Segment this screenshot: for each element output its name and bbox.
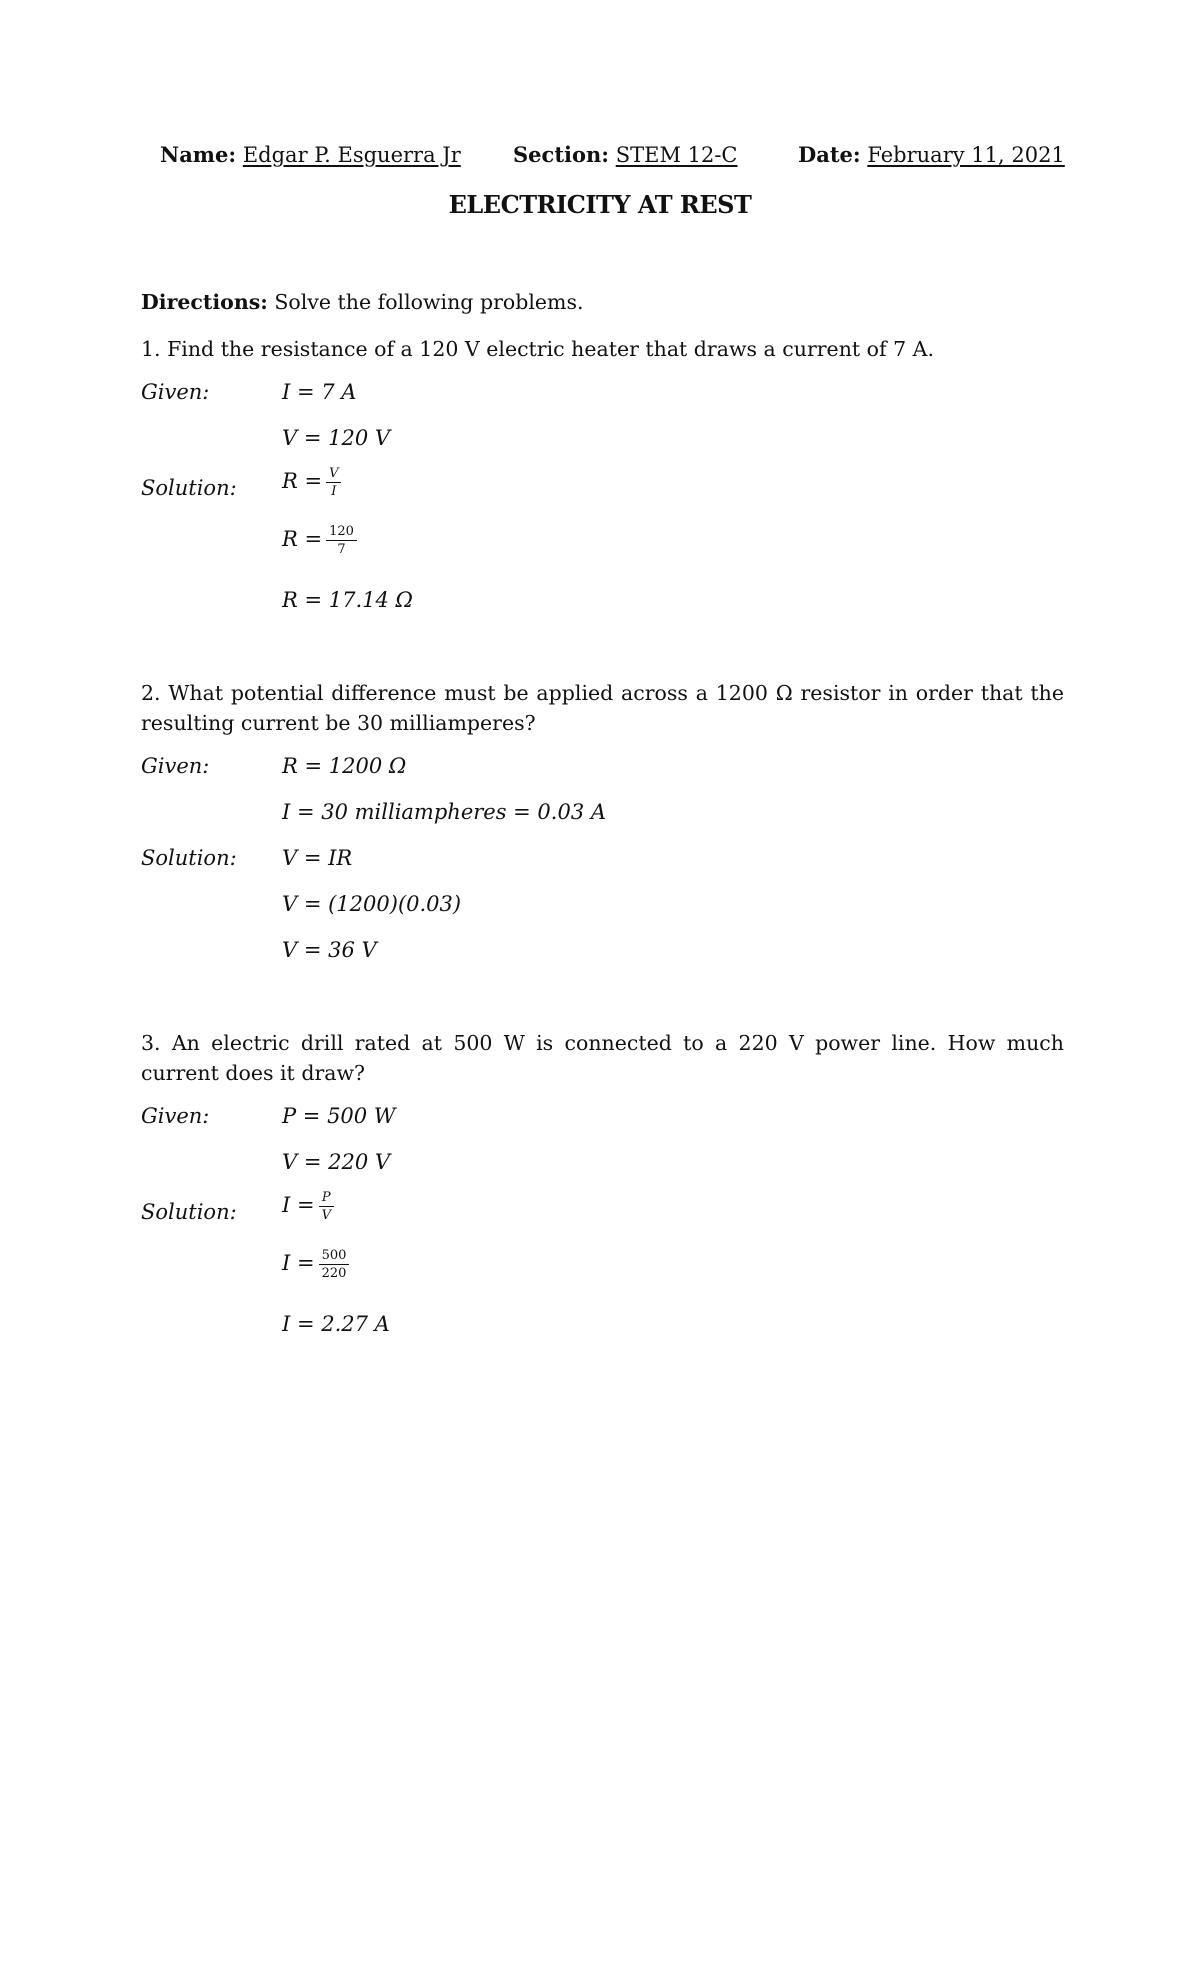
problem-2-solution-step-1: V = IR [282, 846, 353, 870]
section-label: Section: [513, 142, 610, 167]
name-field [160, 142, 461, 167]
problem-1-given-2: V = 120 V [282, 426, 391, 450]
directions-text: Solve the following problems. [267, 290, 584, 314]
problem-2-solution-label: Solution: [141, 846, 237, 870]
problem-1-solution-step-2: R = $\frac{120}{7}$ [282, 524, 357, 557]
name-label: Name: [160, 142, 237, 167]
problem-3-given-1: P = 500 W [282, 1104, 396, 1128]
problem-1-given-label: Given: [141, 380, 210, 404]
page-title: ELECTRICITY AT REST [448, 190, 752, 219]
section-value: STEM 12-C [615, 143, 738, 167]
problem-3-solution-step-1: I = $\frac{P}{V}$ [282, 1190, 334, 1223]
problem-1-answer: R = 17.14 Ω [282, 588, 413, 612]
problem-2-given-2: I = 30 milliampheres = 0.03 A [282, 800, 607, 824]
problem-1-solution-step-1: R = $\frac{V}{I}$ [282, 466, 341, 499]
problem-2-given-1: R = 1200 Ω [282, 754, 407, 778]
problem-3-given-2: V = 220 V [282, 1150, 391, 1174]
date-label: Date: [798, 142, 861, 167]
problem-3-solution-step-2: I = $\frac{500}{220}$ [282, 1248, 349, 1281]
problem-2-given-label: Given: [141, 754, 210, 778]
problem-2-solution-step-2: V = (1200)(0.03) [282, 892, 462, 916]
fraction: $\frac{500}{220}$ [319, 1248, 350, 1281]
directions [141, 290, 584, 314]
problem-3-solution-label: Solution: [141, 1200, 237, 1224]
fraction: $\frac{V}{I}$ [326, 466, 341, 499]
problem-1-solution-label: Solution: [141, 476, 237, 500]
problem-2-question: 2. What potential difference must be applied across a 1200 Ω resistor in order that the resulting current be 30 milliamperes? [141, 681, 1064, 735]
problem-3-given-label: Given: [141, 1104, 210, 1128]
problem-1-question: 1. Find the resistance of a 120 V electric heater that draws a current of 7 A. [141, 337, 934, 361]
name-value: Edgar P. Esguerra Jr [242, 143, 461, 167]
fraction: $\frac{120}{7}$ [326, 524, 357, 557]
problem-2-answer: V = 36 V [282, 938, 377, 962]
date-field [798, 142, 1065, 167]
date-value: February 11, 2021 [867, 143, 1065, 167]
problem-3-answer: I = 2.27 A [282, 1312, 390, 1336]
problem-1-given-1: I = 7 A [282, 380, 357, 404]
directions-label: Directions: [141, 290, 268, 314]
section-field [513, 142, 738, 167]
problem-3-question: 3. An electric drill rated at 500 W is connected to a 220 V power line. How much current does it draw? [141, 1031, 1064, 1085]
fraction: $\frac{P}{V}$ [319, 1190, 334, 1223]
